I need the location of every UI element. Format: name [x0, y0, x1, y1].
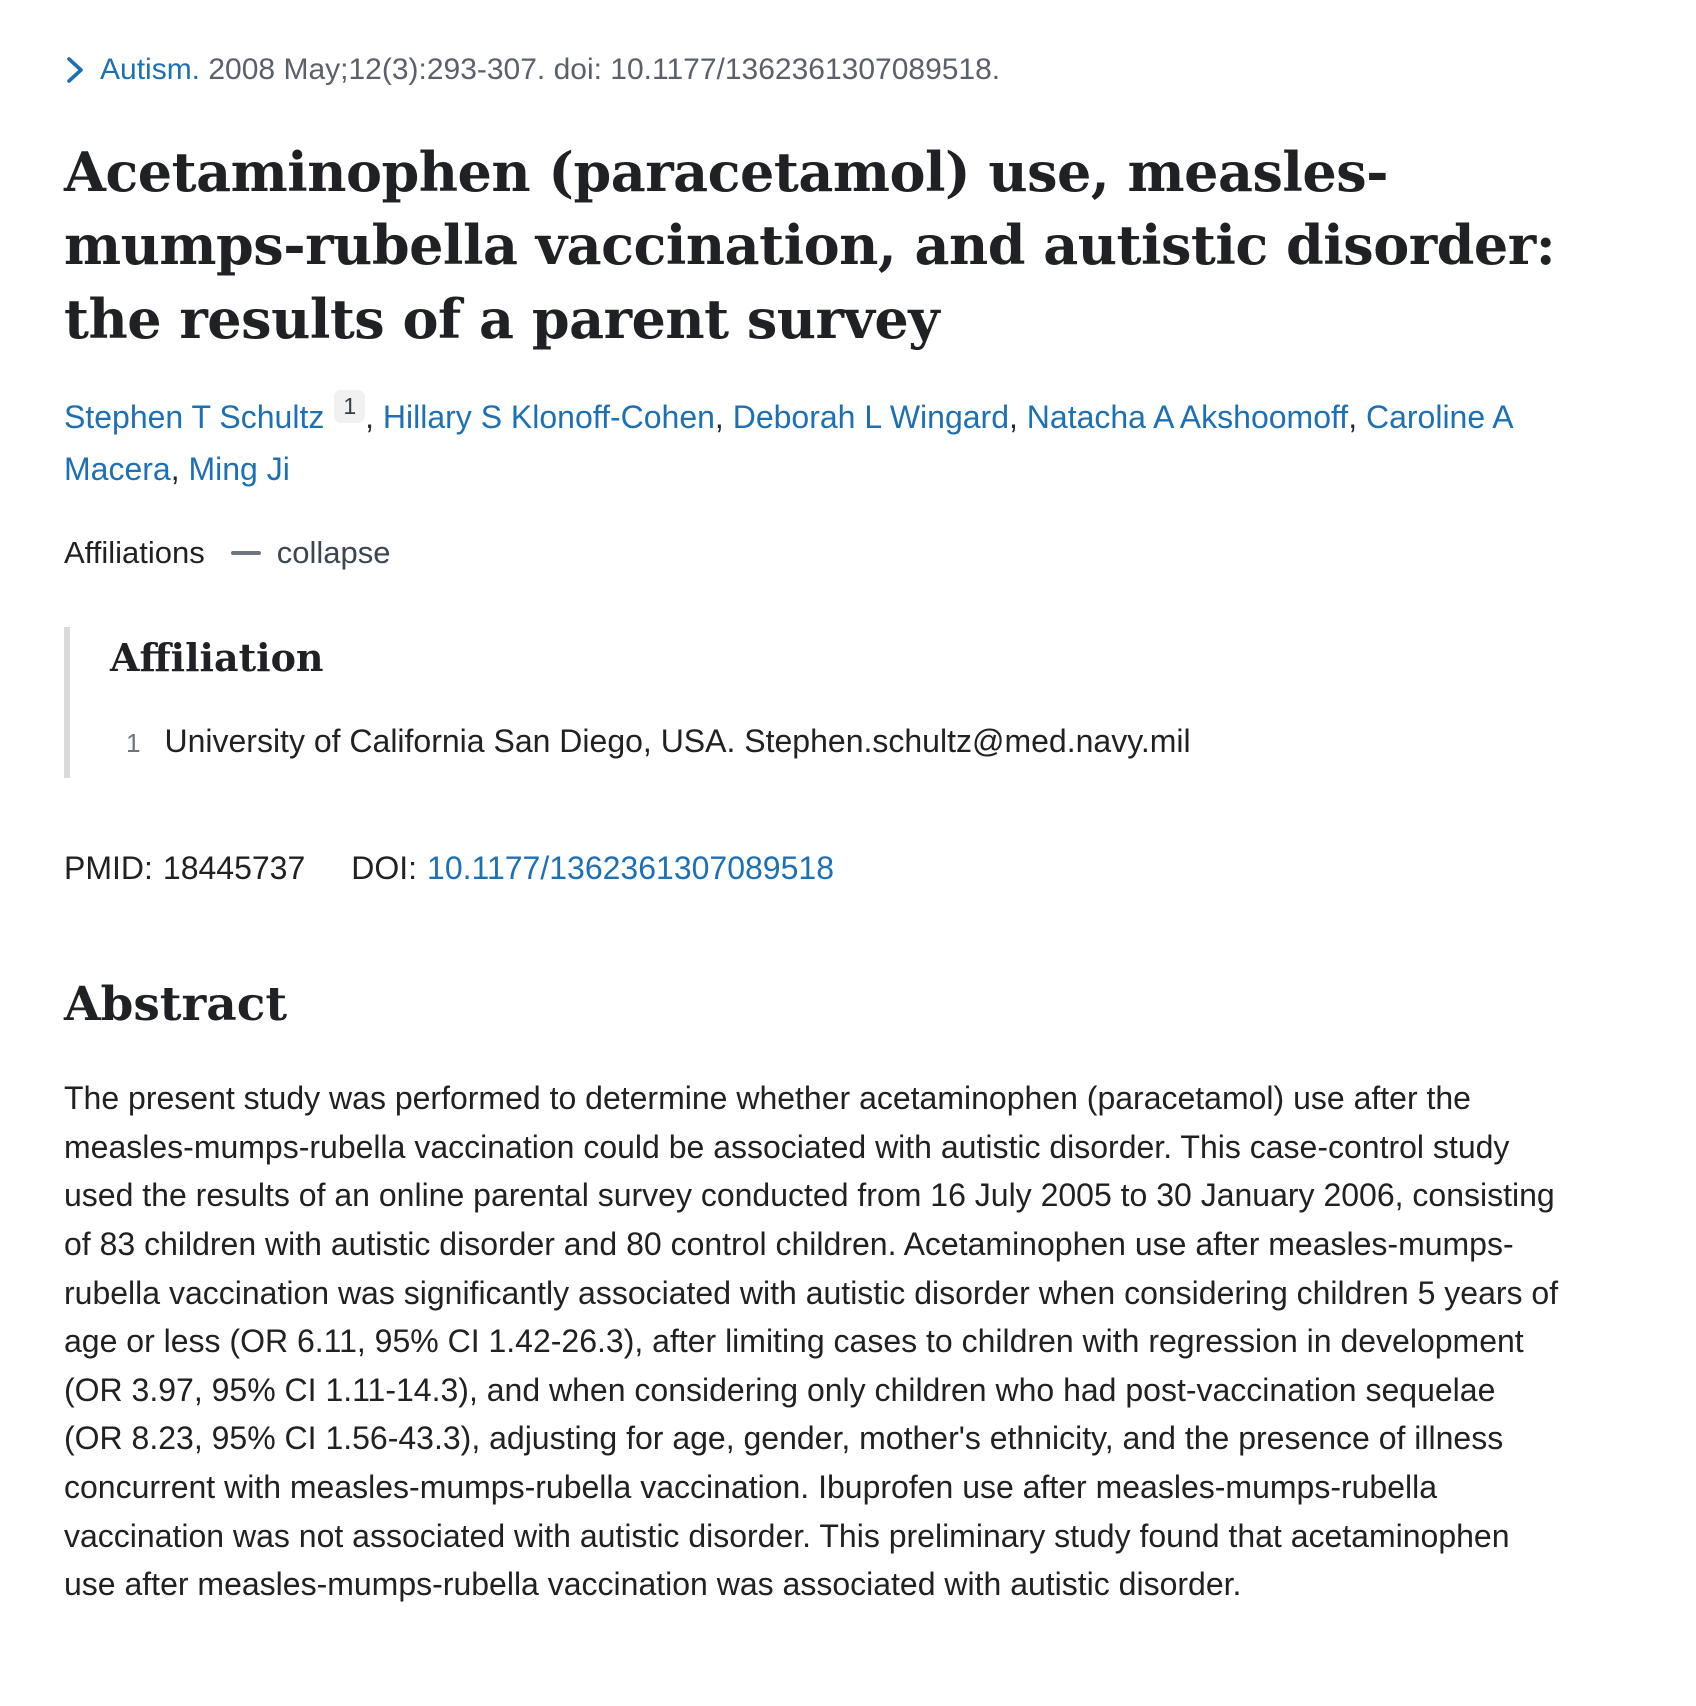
citation-details: 2008 May;12(3):293-307. doi: 10.1177/1362361307089518.	[208, 53, 1001, 86]
authors-list	[64, 392, 1534, 494]
article-title: Acetaminophen (paracetamol) use, measles-mumps-rubella vaccination, and autistic disorder: the results of a parent survey	[64, 140, 1556, 351]
affiliation-heading: Affiliation	[110, 634, 324, 680]
pmid-value: 18445737	[162, 850, 306, 887]
abstract-heading: Abstract	[64, 977, 288, 1033]
journal-citation-row	[64, 52, 1632, 88]
affiliation-number: 1	[126, 727, 141, 758]
abstract-section	[64, 977, 1632, 1609]
affiliations-toggle-row	[64, 535, 1632, 571]
author-link[interactable]: Ming Ji	[188, 450, 290, 487]
journal-link[interactable]: Autism.	[100, 53, 201, 86]
affiliation-text: University of California San Diego, USA. Stephen.schultz@med.navy.mil	[164, 722, 1191, 759]
identifiers-row	[64, 850, 1632, 887]
author-separator: ,	[170, 450, 189, 487]
collapse-button-label: collapse	[276, 534, 391, 570]
affiliations-label: Affiliations	[64, 534, 205, 570]
collapse-button[interactable]	[231, 535, 391, 571]
pmid-label: PMID:	[64, 850, 153, 887]
author-link[interactable]: Hillary S Klonoff-Cohen	[382, 399, 715, 436]
abstract-text: The present study was performed to determine whether acetaminophen (paracetamol) use after the measles-mumps-rubella vaccination could be associated with autistic disorder. This case-control study used the results of an online parental survey conducted from 16 July 2005 to 30 January 2006, consisting of 83 children with autistic disorder and 80 control children. Acetaminophen use after measles-mumps-rubella vaccination was significantly associated with autistic disorder when considering children 5 years of age or less (OR 6.11, 95% CI 1.42-26.3), after limiting cases to children with regression in development (OR 3.97, 95% CI 1.11-14.3), and when considering only children who had post-vaccination sequelae (OR 8.23, 95% CI 1.56-43.3), adjusting for age, gender, mother's ethnicity, and the presence of illness concurrent with measles-mumps-rubella vaccination. Ibuprofen use after measles-mumps-rubella vaccination was not associated with autistic disorder. This preliminary study found that acetaminophen use after measles-mumps-rubella vaccination was associated with autistic disorder.	[64, 1080, 1559, 1603]
author-separator: ,	[365, 399, 383, 436]
author-link[interactable]: Caroline A Macera	[64, 399, 1512, 487]
author-separator: ,	[1009, 399, 1027, 436]
author-link[interactable]: Stephen T Schultz	[64, 399, 325, 436]
author-affiliation-superscript[interactable]: 1	[334, 390, 365, 423]
author-separator: ,	[1348, 399, 1366, 436]
affiliation-item	[110, 718, 1534, 764]
author-link[interactable]: Deborah L Wingard	[732, 399, 1009, 436]
doi-label: DOI:	[351, 850, 418, 887]
author-link[interactable]: Natacha A Akshoomoff	[1026, 399, 1349, 436]
affiliation-list	[110, 718, 1534, 764]
chevron-right-icon[interactable]	[64, 54, 86, 86]
author-separator: ,	[714, 399, 733, 436]
affiliation-section	[64, 627, 1534, 778]
minus-icon	[231, 551, 261, 555]
doi-link[interactable]: 10.1177/1362361307089518	[427, 850, 834, 887]
